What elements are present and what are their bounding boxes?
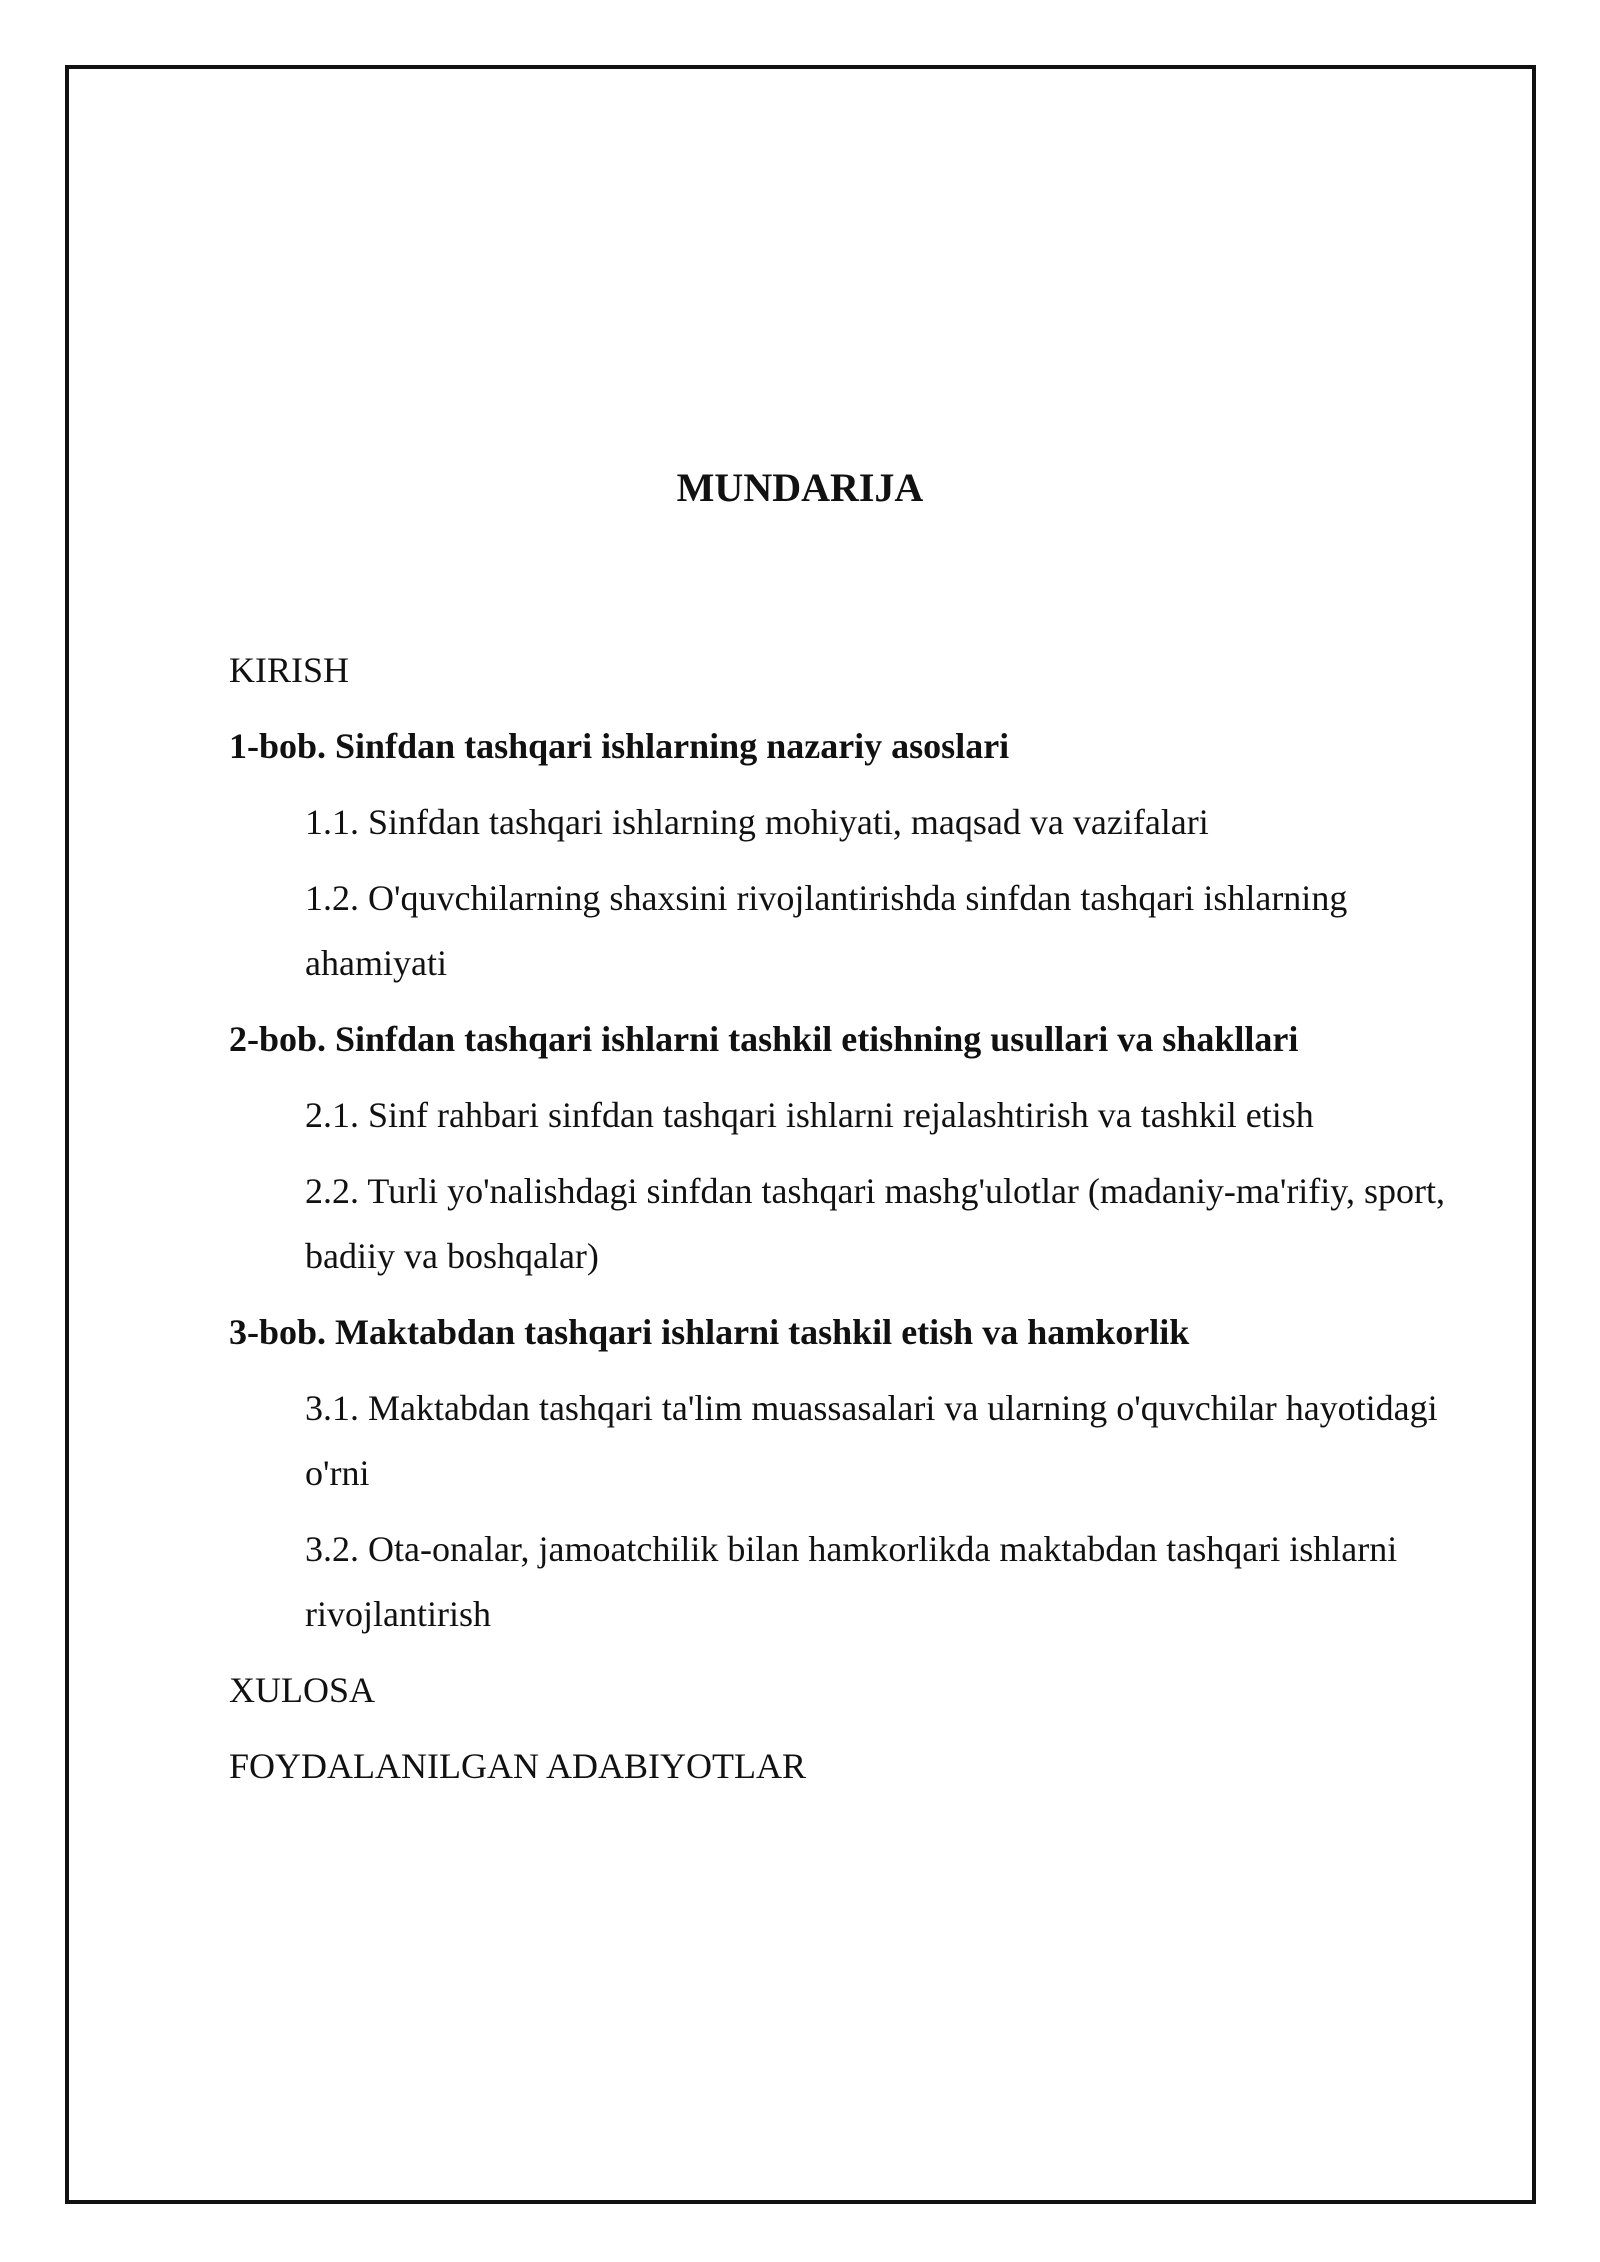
toc-section-2-1: 2.1. Sinf rahbari sinfdan tashqari ishlarni rejalashtirish va tashkil etish: [305, 1095, 1314, 1135]
toc-chapter-1: 1-bob. Sinfdan tashqari ishlarning nazariy asoslari: [229, 726, 1010, 766]
toc-section-1-1: 1.1. Sinfdan tashqari ishlarning mohiyati, maqsad va vazifalari: [305, 802, 1209, 842]
toc-section-3-1: 3.1. Maktabdan tashqari ta'lim muassasalari va ularning o'quvchilar hayotidagi o'rni: [305, 1388, 1438, 1493]
page-title: MUNDARIJA: [676, 465, 924, 510]
toc-entry-introduction: KIRISH: [229, 650, 350, 690]
toc-section-1-2: 1.2. O'quvchilarning shaxsini rivojlantirishda sinfdan tashqari ishlarning ahamiyati: [305, 878, 1348, 983]
toc-section-2-2: 2.2. Turli yo'nalishdagi sinfdan tashqari mashg'ulotlar (madaniy-ma'rifiy, sport, badiiy va boshqalar): [305, 1171, 1445, 1276]
toc-chapter-2: 2-bob. Sinfdan tashqari ishlarni tashkil etishning usullari va shakllari: [229, 1019, 1299, 1059]
toc-chapter-3: 3-bob. Maktabdan tashqari ishlarni tashkil etish va hamkorlik: [229, 1312, 1190, 1352]
toc-entry-references: FOYDALANILGAN ADABIYOTLAR: [229, 1746, 806, 1786]
toc-entry-conclusion: XULOSA: [229, 1670, 376, 1710]
table-of-contents: [229, 638, 1469, 1810]
toc-section-3-2: 3.2. Ota-onalar, jamoatchilik bilan hamkorlikda maktabdan tashqari ishlarni rivojlantirish: [305, 1529, 1398, 1634]
